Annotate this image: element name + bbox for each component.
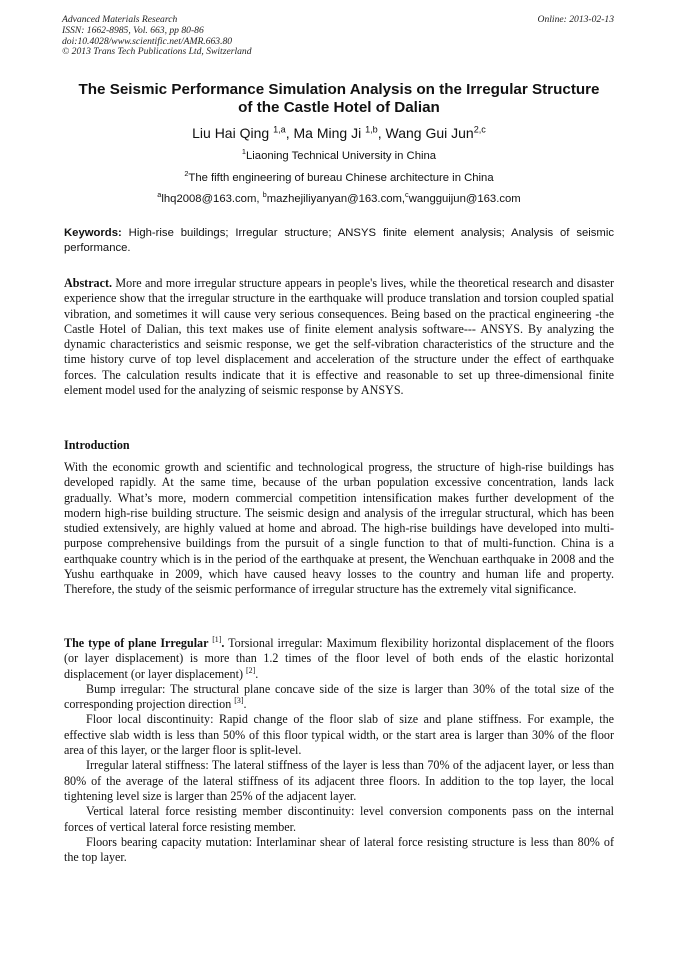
introduction-heading: Introduction [64,438,130,452]
plane-irregular-section [64,636,614,865]
email-c[interactable]: wangguijun@163.com [408,193,521,205]
copyright-line: © 2013 Trans Tech Publications Ltd, Switzerland [62,46,252,58]
title-line-1: The Seismic Performance Simulation Analysis on the Irregular Structure [78,81,600,98]
issn-line: ISSN: 1662-8985, Vol. 663, pp 80-86 [62,24,204,36]
paragraph: Vertical lateral force resisting member discontinuity: level conversion components pass on the internal forces of vertical lateral force resisting member. [64,804,614,834]
email-marker: b [262,190,267,200]
journal-name: Advanced Materials Research [62,14,178,25]
paragraph-text: Bump irregular: The structural plane concave side of the size is larger than 30% of the total size of the corresponding projection direction [64,681,614,712]
citation[interactable]: [2] [246,665,256,675]
affiliation-marker: 2 [184,169,189,179]
section-period: . [221,636,225,650]
author-list [40,124,638,142]
paragraph-text: . [243,697,247,712]
author-2-affil: 1,b [365,124,378,135]
paragraph: Floors bearing capacity mutation: Interlaminar shear of lateral force resisting structure is less than 80% of the top layer. [64,834,614,865]
paragraph-text: . [255,666,259,681]
keywords-text: High-rise buildings; Irregular structure; ANSYS finite element analysis; Analysis of seismic performance. [64,227,614,254]
affiliation-text: The fifth engineering of bureau Chinese architecture in China [188,172,494,184]
keywords-label: Keywords: [64,227,122,239]
email-marker: c [405,190,409,200]
section-label: The type of plane Irregular [64,636,213,650]
doi-line: doi:10.4028/www.scientific.net/AMR.663.80 [62,35,233,47]
online-date: Online: 2013-02-13 [537,14,614,25]
author-separator: , Ma Ming Ji [285,125,366,141]
abstract-text: More and more irregular structure appears in people's lives, while the theoretical research and disaster experience show that the irregular structure in the earthquake will produce translation and torsion coupled spatial vibration, and sometimes it will cause very serious consequences. Being based on the practical engineering -the Castle Hotel of Dalian, this text makes use of finite element analysis software--- ANSYS. By analyzing the dynamic characteristics and seismic response, we get the self-vibration characteristics of the structure and the time history curve of top level displacement and acceleration of the structure under the effect of earthquake forces. The calculation results indicate that it is effective and reasonable to set up three-dimensional finite element model used for the analyzing of seismic response by ANSYS. [64,276,614,398]
author-1: Liu Hai Qing [192,125,274,141]
abstract-label: Abstract. [64,276,113,290]
keywords-block [64,226,614,256]
introduction-paragraph: With the economic growth and scientific and technological progress, the structure of high-rise buildings has developed rapidly. At the same time, because of the urban population excessive concentration, lands lack gradually. What’s more, modern commercial competition intensification makes further development of the modern high-rise building structure. The seismic design and analysis of the irregular structural, which has been studied extensively, are highly valued at home and abroad. The high-rise buildings have developed into multi-purpose comprehensive buildings from the pursuit of a single function to that of multi-function. China is a earthquake country which is in the period of the earthquake at present, the Wenchuan earthquake in 2008 and the Yushu earthquake in 2009, which have caused heavy losses to the country and human life and property. Therefore, the study of the seismic performance of irregular structure has the extremely vital significance. [64,460,614,597]
citation[interactable]: [3] [234,696,244,706]
author-separator: , Wang Gui Jun [377,125,474,141]
paper-title [56,81,622,117]
email-line [40,192,638,206]
running-header [62,15,252,58]
abstract-block [64,276,614,398]
email-marker: a [157,190,162,200]
paragraph: Floor local discontinuity: Rapid change of the floor slab of size and plane stiffness. For example, the effective slab width is less than 50% of this floor typical width, or the start area is larger than 30% of the floor area of this layer, or the larger floor is split-level. [64,712,614,758]
author-1-affil: 1,a [273,124,286,135]
paragraph [64,636,614,682]
citation[interactable]: [1] [212,634,222,644]
email-a[interactable]: lhq2008@163.com, [161,193,263,205]
email-b[interactable]: mazhejiliyanyan@163.com, [266,193,406,205]
author-3-affil: 2,c [473,124,486,135]
affiliation-text: Liaoning Technical University in China [246,150,437,162]
paragraph-text: Torsional irregular: Maximum flexibility horizontal displacement of the floors (or layer displacement) is more than 1.2 times of the floor level of both ends of the elastic horizontal displacement (or layer displacement) [64,636,614,681]
affiliation-marker: 1 [241,147,246,157]
title-line-2: of the Castle Hotel of Dalian [238,99,440,116]
paragraph [64,682,614,713]
paragraph: Irregular lateral stiffness: The lateral stiffness of the layer is less than 70% of the adjacent layer, or less than 80% of the average of the lateral stiffness of its adjacent three floors. In addition to the top layer, the local tightening level size is larger than 25% of the adjacent layer. [64,758,614,803]
affiliation-1 [40,149,638,163]
affiliation-2 [40,171,638,185]
